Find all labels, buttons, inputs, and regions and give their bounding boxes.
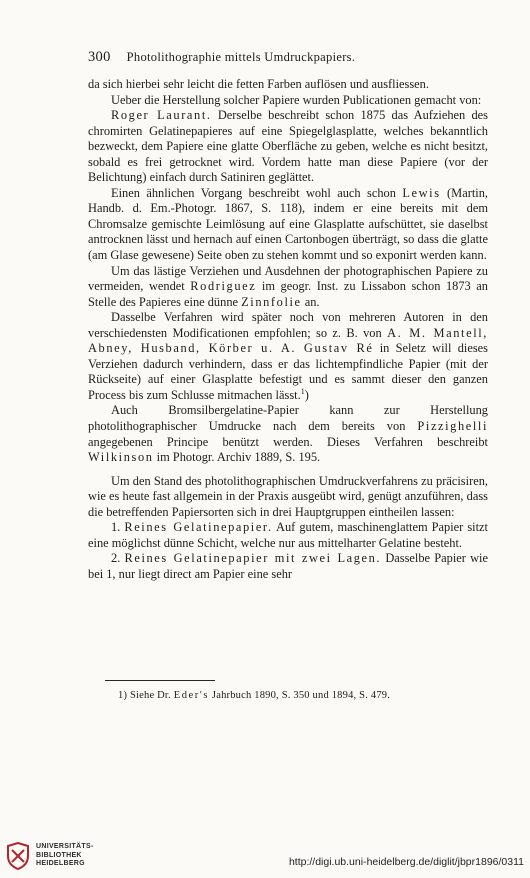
list-number: 1. [111,520,125,535]
running-title: Photolithographie mittels Umdruckpapiers. [126,50,356,64]
library-crest-icon [6,842,30,870]
list-number: 2. [111,551,125,566]
paragraph-10-text: Dasselbe Papier wie bei 1, nur liegt direct am Papier eine sehr [88,551,488,581]
footnote-text-a: 1) Siehe Dr. [118,690,174,701]
paragraph-5-text-a: Um das lästige Verziehen und Ausdehnen der photographischen Papiere zu vermeiden, wendet [88,263,488,294]
library-name [36,843,94,869]
author-name: Pizzighelli [417,419,488,434]
library-name-line-2: BIBLIOTHEK [36,851,82,859]
footnote [118,690,498,701]
paragraph-7 [88,403,488,465]
paragraph-7-text-c: im Photogr. Archiv 1889, S. 195. [153,450,321,465]
paragraph-9-text: Auf gutem, maschinenglattem Papier sitzt eine möglichst dünne Schicht, welche nur aus mittelharter Gelatine besteht. [88,520,488,550]
list-heading: Reines Gelatinepapier mit zwei Lagen. [124,551,382,566]
emphasis-word: Zinnfolie [241,294,302,309]
paragraph-6 [88,310,488,403]
author-names: A. M. Mantell, Abney, Husband, Körber u. A. Gustav Ré [88,325,488,356]
author-name: Wilkinson [88,450,154,465]
paragraph-gap [88,466,488,474]
paragraph-8: Um den Stand des photolithographischen Umdruckverfahrens zu präcisiren, wie es heute fast allgemein in der Praxis ausgeübt wird, genügt anzuführen, dass die betreffenden Papiersorten sich in drei Hauptgruppen eintheilen lassen: [88,473,488,519]
author-name: Lewis [402,185,441,200]
paragraph-1: da sich hierbei sehr leicht die fetten Farben auflösen und ausfliessen. [88,77,429,91]
author-name: Rodriguez [190,279,257,294]
running-header [88,49,488,66]
paragraph-7-text-a: Auch Bromsilbergelatine-Papier kann zur Herstellung photolithographischer Umdrucke nach dem bereits von [88,403,488,434]
paragraph-4-text-b: (Martin, Handb. d. Em.-Photogr. 1867, S. 118), indem er eine bereits mit dem Chromsalze gemischte Leimlösung auf eine Glasplatte aufschüttet, sie daselbst antrocknen lässt und hernach auf einen Cartonbogen überträgt, so dass die glatte (am Glase gewesene) Seite oben zu stehen kommt und so exponirt werden kann. [88,185,488,263]
page-number: 300 [88,49,111,65]
author-name: Roger Laurant. [111,108,212,123]
paragraph-6-text-c: ) [304,387,309,402]
footnote-text-b: Jahrbuch 1890, S. 350 und 1894, S. 479. [209,690,391,701]
paragraph-3-text: Derselbe beschreibt schon 1875 das Aufziehen des chromirten Gelatinepapieres auf eine Spiegelglasplatte, welches bekanntlich bezweckt, dem Papiere eine glatte Oberfläche zu geben, welche es nicht besitzt, sobald es frei getrocknet wird. Vordem hatte man diese Papiere (vor der Belichtung) einfach durch Satiniren geglättet. [88,108,489,185]
paragraph-2: Ueber die Herstellung solcher Papiere wurden Publicationen gemacht von: [111,92,482,107]
paragraph-3 [88,108,488,186]
paragraph-4 [88,186,488,264]
library-name-line-1: UNIVERSITÄTS- [36,843,94,850]
library-name-line-3: HEIDELBERG [36,860,85,867]
paragraph-7-text-b: angegebenen Principe benützt werden. Dieses Verfahren beschreibt [88,434,488,449]
footnote-divider [105,680,215,681]
paragraph-5 [88,264,488,311]
source-url-link[interactable]: http://digi.ub.uni-heidelberg.de/diglit/jbpr1896/0311 [288,856,524,868]
author-name: Eder's [173,690,210,701]
body-text [88,77,488,583]
paragraph-10 [88,551,488,582]
paragraph-6-text-b: in Seletz will dieses Verziehen dadurch verhindern, dass er das lichtempfindliche Papier (mit der Rückseite) auf einer Glasplatte befestigt und es sammt dieser den ganzen Process bis zum Schlusse mitmachen lässt. [88,341,488,402]
library-logo [6,840,126,872]
paragraph-5-text-c: an. [301,294,320,309]
paragraph-9 [88,520,488,551]
footnote-marker: 1 [300,386,305,396]
list-heading: Reines Gelatinepapier. [124,520,273,535]
paragraph-6-text-a: Dasselbe Verfahren wird später noch von mehreren Autoren in den verschiedensten Modificationen empfohlen; so z. B. von [88,310,488,340]
paragraph-5-text-b: im geogr. Inst. zu Lissabon schon 1873 an Stelle des Papieres eine dünne [88,279,488,309]
paragraph-4-text-a: Einen ähnlichen Vorgang beschreibt wohl auch schon [111,185,403,200]
